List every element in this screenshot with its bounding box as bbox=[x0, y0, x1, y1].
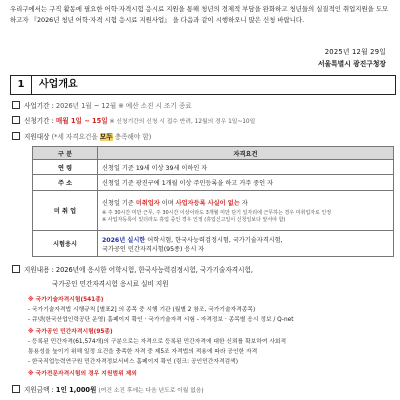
note-line: - 국가기술자격법 시행규칙 [별표2] 의 종목 중 시행 기관 (월별 2 참조, 국가기술자격종목) bbox=[28, 307, 256, 313]
apply-label: 신청기간 : bbox=[24, 117, 54, 125]
issuing-organization: 서울특별시 광진구청장 bbox=[317, 60, 386, 68]
support-label: 지원내용 : bbox=[24, 266, 54, 274]
note-heading: ※ 국가기술자격시험(541종) bbox=[28, 297, 104, 303]
row-text: 어학시험, 한국사능력검정시험, 국가기술자격시험, bbox=[147, 236, 283, 244]
eligibility-table bbox=[32, 146, 394, 257]
section-number: 1 bbox=[11, 76, 32, 94]
row-subnote: ※ 주 30시간 미만 근무, 주 30시간 이상이라도 3개월 미만 단기 일자리에 근무하는 경우 미취업자로 인정 bbox=[102, 210, 332, 216]
checkbox-icon bbox=[12, 116, 20, 124]
note-line bbox=[28, 294, 103, 303]
row-text-block bbox=[98, 191, 394, 231]
checkbox-icon bbox=[12, 265, 20, 273]
note-line: - 큐넷(한국산업인력공단 운영) 홈페이지 확인 · 국가기술자격 시험 - 자격정보 · 종목별 응시 정보 / Q-net bbox=[28, 317, 294, 323]
note-line bbox=[28, 368, 137, 377]
table-row bbox=[33, 231, 394, 257]
note-line bbox=[28, 326, 113, 335]
row-category: 연 령 bbox=[33, 160, 98, 175]
note-line: 통용성을 높이기 위해 일정 요건을 충족한 자격 중 제5조 자격법의 적용에 따라 공인한 자격 bbox=[28, 349, 258, 355]
row-text: 신청일 기준 광진구에 1개월 이상 주민등록을 하고 거주 중인 자 bbox=[98, 175, 394, 191]
target-label: 지원대상 bbox=[24, 133, 50, 141]
period-value: 2026년 1월 ~ 12월 ※ 예산 소진 시 조기 종료 bbox=[55, 102, 192, 110]
apply-note: ※ 신청기간의 신청 시 접수 반려, 12월의 경우 1일~10일 bbox=[109, 119, 256, 125]
fee-label: 지원금액 : bbox=[24, 386, 54, 394]
target-row bbox=[12, 131, 151, 141]
note-heading: ※ 국가공인 민간자격시험(95종) bbox=[28, 329, 113, 335]
table-header-requirement: 자격요건 bbox=[98, 147, 394, 160]
target-highlight: 모두 bbox=[99, 133, 113, 141]
fee-value: 1인 1,000원 bbox=[55, 386, 97, 394]
section-header bbox=[10, 75, 396, 95]
table-row bbox=[33, 191, 394, 231]
table-row bbox=[33, 160, 394, 175]
period-label: 사업기간 : bbox=[24, 102, 54, 110]
support-row bbox=[12, 264, 253, 274]
row-text: 신청일 기준 bbox=[102, 200, 134, 207]
apply-period: 매월 1일 ~ 15일 bbox=[55, 117, 108, 125]
row-emphasis: 미취업자 bbox=[135, 200, 160, 207]
row-emphasis: 사업자등록 사실이 없는 bbox=[175, 200, 240, 207]
row-text: 이며 bbox=[161, 200, 174, 207]
apply-row bbox=[12, 115, 255, 125]
table-header-row bbox=[33, 147, 394, 160]
support-value: 2026년에 응시한 어학시험, 한국사능력검정시험, 국가기술자격시험, bbox=[55, 266, 253, 274]
note-line: - 한국직업능력연구원 민간자격정보서비스 홈페이지 확인 (링크: 공인민간자격검색) bbox=[28, 359, 239, 365]
period-row bbox=[12, 100, 192, 110]
support-row-continued: 국가공인 민간자격시험 응시료 실비 지원 bbox=[52, 280, 169, 288]
row-text: 신청일 기준 19세 이상 39세 이하인 자 bbox=[98, 160, 394, 175]
checkbox-icon bbox=[12, 101, 20, 109]
row-text: 자 bbox=[241, 200, 248, 207]
checkbox-icon bbox=[12, 385, 20, 393]
row-emphasis: 2026년 실시한 bbox=[102, 236, 146, 244]
fee-row bbox=[12, 384, 204, 394]
intro-paragraph: 우리구에서는 구직 활동에 필요한 어학·자격시험 응시료 지원을 통해 청년의 경제적 부담을 완화하고 청년들의 실질적인 취업지원을 도모하고자 『2026년 청년 어학·자격 시험 응시료 지원사업』 을 다음과 같이 시행하오니 많은 신청 바랍니다. bbox=[10, 5, 389, 24]
note-heading: ※ 국가전문자격시험의 경우 지원범위 제외 bbox=[28, 371, 137, 377]
row-text-block bbox=[98, 231, 394, 257]
notice-date: 2025년 12월 29일 bbox=[324, 48, 386, 56]
row-category: 미 취 업 bbox=[33, 191, 98, 231]
target-note: (*세 자격요건을 bbox=[51, 133, 98, 141]
section-title: 사업개요 bbox=[39, 79, 78, 90]
row-category: 주 소 bbox=[33, 175, 98, 191]
fee-note: (여건 소진 후에는 다음 년도로 이월 없음) bbox=[98, 388, 204, 394]
target-note-end: 충족해야 함) bbox=[114, 133, 152, 141]
note-line: - 등록된 민간자격(61,574개)의 구분으로는 자격으로 등록된 민간자격에 대한 신뢰를 확보하여 사회적 bbox=[28, 339, 287, 345]
row-text: 국가공인 민간자격시험(95종) 응시 자 bbox=[102, 245, 205, 253]
row-category: 시험응시 bbox=[33, 231, 98, 257]
checkbox-icon bbox=[12, 132, 20, 140]
row-subnote: ※ 사업자등록이 있더라도 휴업 중인 경우 인정 (휴업신고일이 신청일보다 앞서야 함) bbox=[102, 217, 286, 223]
table-header-category: 구 분 bbox=[33, 147, 98, 160]
table-row bbox=[33, 175, 394, 191]
